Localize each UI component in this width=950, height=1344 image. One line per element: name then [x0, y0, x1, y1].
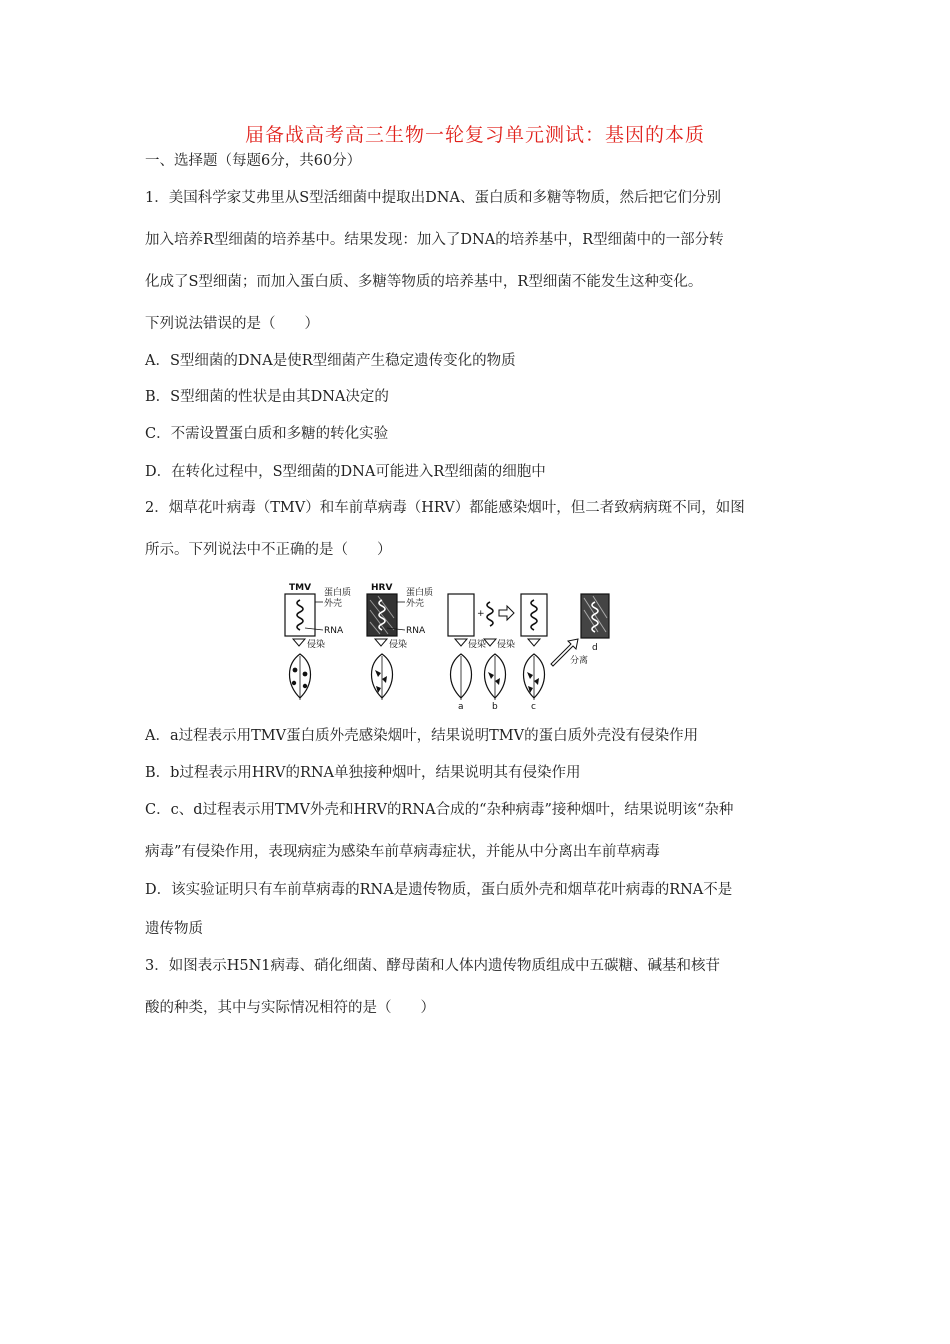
tmv-protein-label-1: 蛋白质 — [324, 588, 352, 598]
section-heading: 一、选择题（每题6分，共60分） — [145, 153, 362, 169]
q2-stem-line-1: 2．烟草花叶病毒（TMV）和车前草病毒（HRV）都能感染烟叶，但二者致病病斑不同，如图 — [145, 500, 745, 516]
hrv-protein-label-2: 外壳 — [406, 599, 425, 609]
q1-option-d: D．在转化过程中，S型细菌的DNA可能进入R型细菌的细胞中 — [145, 464, 546, 480]
q2-stem-line-2: 所示。下列说法中不正确的是（ ） — [145, 542, 392, 558]
a-infect-label: 侵染 — [468, 640, 487, 650]
right-arrow-icon — [499, 606, 514, 620]
q3-stem-line-1: 3．如图表示H5N1病毒、硝化细菌、酵母菌和人体内遗传物质组成中五碳糖、碱基和核苷 — [145, 958, 721, 974]
virus-experiment-figure — [283, 580, 613, 710]
protein-shell-box — [448, 594, 474, 636]
q2-option-a: A．a过程表示用TMV蛋白质外壳感染烟叶，结果说明TMV的蛋白质外壳没有侵染作用 — [145, 728, 699, 744]
tmv-infect-label: 侵染 — [307, 640, 326, 650]
hrv-protein-label-1: 蛋白质 — [406, 588, 434, 598]
hrv-label: HRV — [371, 583, 393, 593]
label-b: b — [492, 702, 498, 710]
b-infect-label: 侵染 — [497, 640, 516, 650]
separate-label: 分离 — [570, 656, 589, 666]
q2-option-c-line-2: 病毒”有侵染作用，表现病症为感染车前草病毒症状，并能从中分离出车前草病毒 — [145, 844, 660, 860]
q2-option-d-line-1: D．该实验证明只有车前草病毒的RNA是遗传物质，蛋白质外壳和烟草花叶病毒的RNA不是 — [145, 882, 733, 898]
page-title: 届备战高考高三生物一轮复习单元测试：基因的本质 — [244, 124, 705, 146]
label-a: a — [458, 702, 464, 710]
q1-stem-line-2: 加入培养R型细菌的培养基中。结果发现：加入了DNA的培养基中，R型细菌中的一部分转 — [145, 232, 724, 248]
tmv-rna-label: RNA — [324, 626, 344, 636]
q3-stem-line-2: 酸的种类，其中与实际情况相符的是（ ） — [145, 1000, 435, 1016]
tmv-protein-label-2: 外壳 — [324, 599, 343, 609]
hrv-rna-label: RNA — [406, 626, 426, 636]
q1-option-a: A．S型细菌的DNA是使R型细菌产生稳定遗传变化的物质 — [145, 353, 516, 369]
q1-option-b: B．S型细菌的性状是由其DNA决定的 — [145, 389, 389, 405]
plus-sign: + — [477, 609, 485, 619]
q1-option-c: C．不需设置蛋白质和多糖的转化实验 — [145, 426, 389, 442]
q1-stem-line-1: 1．美国科学家艾弗里从S型活细菌中提取出DNA、蛋白质和多糖等物质，然后把它们分别 — [145, 190, 721, 206]
q2-option-d-line-2: 遗传物质 — [145, 921, 203, 937]
q2-option-b: B．b过程表示用HRV的RNA单独接种烟叶，结果说明其有侵染作用 — [145, 765, 581, 781]
label-c: c — [531, 702, 536, 710]
hrv-infect-label: 侵染 — [389, 640, 408, 650]
down-arrow-icon — [455, 639, 467, 646]
down-arrow-icon — [375, 639, 387, 646]
down-arrow-icon — [528, 639, 540, 646]
label-d: d — [592, 643, 598, 653]
q1-stem-line-3: 化成了S型细菌；而加入蛋白质、多糖等物质的培养基中，R型细菌不能发生这种变化。 — [145, 274, 703, 290]
hrv-rna-coil-free — [487, 602, 493, 626]
tmv-label: TMV — [289, 583, 312, 593]
down-arrow-icon — [293, 639, 305, 646]
q1-stem-line-4: 下列说法错误的是（ ） — [145, 316, 319, 332]
q2-option-c-line-1: C．c、d过程表示用TMV外壳和HRV的RNA合成的“杂种病毒”接种烟叶，结果说明该“杂种 — [145, 802, 734, 818]
